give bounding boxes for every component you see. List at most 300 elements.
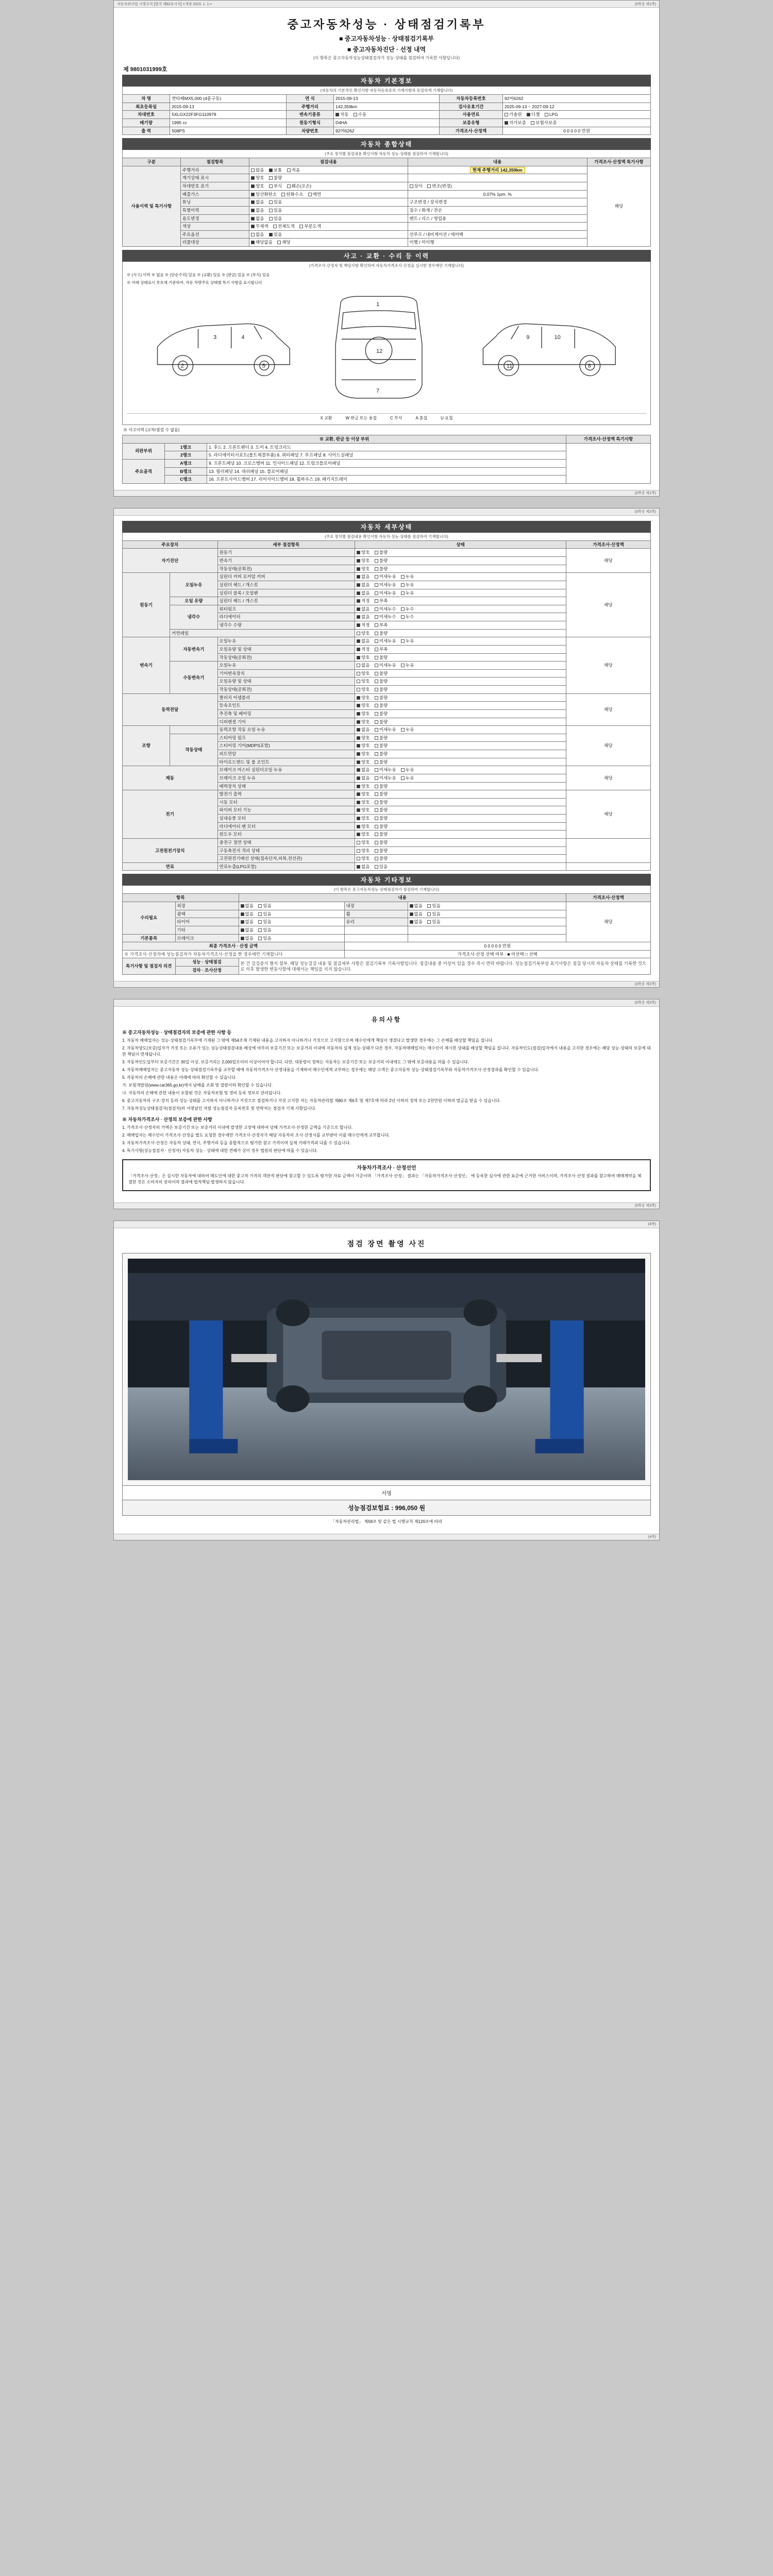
value-price: 0 0 0 0 0 만원 [503, 127, 651, 135]
value-transmission [334, 111, 440, 119]
item-selfdiag-1: 변속기 [217, 557, 355, 565]
chk-good[interactable]: 양호 [357, 832, 369, 837]
item-engine-6: 냉각수 수량 [217, 621, 355, 630]
chk-bad[interactable]: 불량 [375, 631, 388, 636]
chk-good[interactable]: 양호 [357, 824, 369, 829]
table-row [123, 950, 651, 958]
chk-bad[interactable]: 불량 [375, 848, 388, 853]
section-overall-note: (주요 장치별 점검내용 확인사항 자동차 성능·상태를 점검하여 기재합니다) [122, 150, 651, 158]
chk-bad[interactable]: 불량 [269, 175, 282, 180]
value-vin: 5XLGX22F3FG110978 [170, 111, 287, 119]
accident-diagram-wrap [122, 269, 651, 425]
chk-none[interactable]: 없음 [357, 614, 369, 619]
table-row [123, 166, 651, 174]
table-row [123, 127, 651, 135]
chk-special-yes[interactable]: 있음 [269, 208, 282, 213]
state-steer-3 [355, 750, 566, 758]
etc-note: 해당 [566, 902, 651, 942]
diagram-legend [127, 413, 646, 422]
section-accident-note: (가격조사·산정자 및 책임사항 확인하여 자동차가격조사·산정을 실시한 경우에만 기재합니다) [122, 262, 651, 269]
chk-good[interactable]: 양호 [357, 735, 369, 740]
chk-vin-good[interactable]: 양호 [251, 183, 264, 189]
frame-rank-4: C랭크 [165, 476, 207, 484]
item-steer-1: 스티어링 펌프 [217, 734, 355, 742]
chk-co[interactable]: 일산화탄소 [251, 192, 277, 197]
chk-bad[interactable]: 불량 [375, 735, 388, 740]
checkbox-trans-auto[interactable]: 자동 [335, 112, 348, 117]
chk-none[interactable]: 없음 [357, 864, 369, 869]
chk-bad[interactable]: 불량 [375, 743, 388, 748]
chk-low[interactable]: 부족 [375, 647, 388, 652]
chk-bad[interactable]: 불량 [375, 784, 388, 789]
chk-yes[interactable]: 있음 [427, 919, 440, 924]
chk-leak[interactable]: 누수 [401, 606, 414, 612]
chk-vin-corrosion[interactable]: 부식 [269, 183, 282, 189]
chk-minor[interactable]: 미세누유 [375, 582, 396, 587]
checkbox-fuel-diesel[interactable]: 디젤 [527, 112, 540, 117]
checkbox-trans-manual[interactable]: 수동 [354, 112, 366, 117]
table-row [123, 190, 651, 198]
item-engine-1: 실린더 헤드 / 개스킷 [217, 581, 355, 589]
state-engine-5 [355, 613, 566, 621]
chk-bad[interactable]: 불량 [375, 719, 388, 724]
table-row [123, 958, 651, 967]
state-power-2 [355, 709, 566, 718]
item-elec-0: 발전기 출력 [217, 790, 355, 799]
chk-good[interactable]: 양호 [357, 807, 369, 812]
notice-head-2: ※ 자동차가격조사 · 산정의 보증에 관한 사항 [122, 1116, 212, 1122]
label-vin: 차대번호 [123, 111, 170, 119]
chk-yes[interactable]: 있음 [375, 864, 388, 869]
item-brake-1: 브레이크 오일 누유 [217, 774, 355, 782]
page-4 [113, 1221, 660, 1540]
svg-text:9: 9 [526, 334, 530, 341]
chk-minor[interactable]: 미세누수 [375, 614, 396, 619]
item-brake-0: 브레이크 마스터 실린더오일 누유 [217, 766, 355, 774]
legend-4: U 요철 [441, 416, 453, 420]
chk-none[interactable]: 없음 [357, 638, 369, 643]
note-fuel [566, 862, 651, 871]
chk-bad[interactable]: 불량 [375, 550, 388, 555]
frame-rank-2: A랭크 [165, 459, 207, 467]
overall-item-6: 용도변경 [180, 214, 249, 223]
etc-option-line[interactable]: 가격조사·산정 선택 여부 : ■ 미선택 □ 선택 [344, 950, 651, 958]
group-fuel: 연료 [123, 862, 218, 871]
checkbox-warranty-self[interactable]: 자가보증 [505, 120, 526, 125]
chk-good[interactable]: 양호 [357, 751, 369, 756]
notice-title: 유의사항 [371, 1015, 402, 1023]
state-elec-5 [355, 831, 566, 839]
page-3-bottom-strip [114, 1202, 659, 1209]
note-selfdiag: 해당 [566, 549, 651, 573]
chk-leak[interactable]: 누유 [401, 590, 414, 596]
chk-bad[interactable]: 불량 [375, 695, 388, 700]
chk-leak[interactable]: 누유 [401, 663, 414, 668]
subgroup-steer-op: 작동상태 [170, 734, 217, 766]
chk-bad[interactable]: 불량 [375, 824, 388, 829]
declaration-box [122, 1159, 651, 1191]
item-brake-2: 배력장치 상태 [217, 782, 355, 790]
chk-smoke[interactable]: 매연 [308, 192, 321, 197]
chk-good[interactable]: 양호 [357, 558, 369, 563]
chk-few[interactable]: 적음 [287, 167, 300, 173]
page-1-bottom-strip [114, 490, 659, 496]
chk-minor[interactable]: 미세누유 [375, 574, 396, 579]
state-hv-1 [355, 846, 566, 855]
chk-leak[interactable]: 누유 [401, 775, 414, 781]
checkbox-fuel-lpg[interactable]: LPG [545, 112, 558, 117]
col-main-device: 주요장치 [123, 540, 218, 549]
notice-item-0: 1. 자동차 매매업자는 성능·상태점검기록부에 기재된 그 밖에 제54조제 기재된 내용을 고지하지 아니하거나 거짓으로 고지함으로써 매수인에게 책임이 생겼다고 발생한 경우에는 그 손해를 배상할 책임을 집니다. [122, 1038, 494, 1043]
etc-total-note: ※ 가격조사·산정자에 성능점검자가 자동차가격조사·산정을 한 경우에만 기재합니다 [123, 950, 345, 958]
overall-item-7: 색상 [180, 223, 249, 231]
chk-good[interactable]: 양호 [357, 743, 369, 748]
chk-yes[interactable]: 있음 [258, 919, 271, 924]
svg-text:7: 7 [376, 387, 380, 394]
page-2-body [114, 516, 659, 981]
svg-text:3: 3 [213, 334, 217, 341]
table-header-row [123, 158, 651, 166]
svg-text:8: 8 [588, 363, 592, 369]
etc-col-item: 항목 [123, 894, 239, 902]
chk-good[interactable]: 양호 [357, 631, 369, 636]
chk-leak[interactable]: 누유 [401, 727, 414, 732]
state-power-0 [355, 693, 566, 702]
svg-text:4: 4 [241, 334, 245, 341]
value-power: 508PS [170, 127, 287, 135]
item-hv-2: 고전원전기배선 상태(접속단자,피복,전선관) [217, 855, 355, 863]
etc-total-label: 최종 가격조사 · 산정 금액 [123, 942, 345, 951]
chk-recall-na[interactable]: 해당없음 [251, 240, 273, 245]
etc-state2-1 [408, 910, 566, 918]
chk-low[interactable]: 부족 [375, 598, 388, 603]
chk-none[interactable]: 없음 [357, 663, 369, 668]
item-trans-2: 작동상태(공회전) [217, 653, 355, 662]
chk-bad[interactable]: 불량 [375, 791, 388, 796]
chk-none[interactable]: 없음 [410, 903, 423, 908]
chk-bad[interactable]: 불량 [375, 558, 388, 563]
chk-bad[interactable]: 불량 [375, 566, 388, 571]
chk-bad[interactable]: 불량 [375, 759, 388, 765]
chk-none[interactable]: 없음 [357, 606, 369, 612]
chk-yes[interactable]: 있음 [258, 911, 271, 917]
overall-detail-9: 이행 / 미이행 [408, 239, 587, 247]
state-selfdiag-2 [355, 565, 566, 573]
chk-good[interactable]: 양호 [357, 550, 369, 555]
chk-none[interactable]: 없음 [241, 936, 254, 941]
state-power-1 [355, 702, 566, 710]
chk-bad[interactable]: 불량 [375, 711, 388, 716]
chk-good[interactable]: 양호 [357, 655, 369, 660]
chk-tuning-yes[interactable]: 있음 [269, 199, 282, 205]
chk-minor[interactable]: 미세누유 [375, 663, 396, 668]
chk-bad[interactable]: 불량 [375, 856, 388, 861]
chk-none[interactable]: 없음 [241, 919, 254, 924]
chk-bad[interactable]: 불량 [375, 840, 388, 845]
chk-ok[interactable]: 적정 [357, 622, 369, 628]
overall-state-3 [249, 190, 408, 198]
chk-good[interactable]: 양호 [357, 791, 369, 796]
page-4-body [114, 1228, 659, 1534]
table-row [123, 174, 651, 182]
page-2-bottom-strip [114, 981, 659, 987]
chk-none[interactable]: 없음 [357, 590, 369, 596]
frame-rank-0: 1랭크 [165, 443, 207, 451]
state-trans-4 [355, 669, 566, 677]
chk-low[interactable]: 부족 [375, 622, 388, 628]
chk-bad[interactable]: 불량 [375, 655, 388, 660]
chk-none[interactable]: 없음 [357, 727, 369, 732]
page-2-top-strip [114, 509, 659, 516]
notice-body [114, 1007, 659, 1202]
label-price: 가격조사·산정액 [440, 127, 503, 135]
chk-bad[interactable]: 불량 [375, 751, 388, 756]
item-steer-4: 타이로드엔드 및 볼 조인트 [217, 758, 355, 766]
chk-color-none[interactable]: 무채색 [251, 224, 268, 229]
etc-item-4: 브레이크 [175, 934, 239, 942]
chk-yes[interactable]: 있음 [258, 903, 271, 908]
label-reg-no: 자동차등록번호 [440, 95, 503, 103]
chk-color-full[interactable]: 전체도색 [273, 224, 295, 229]
car-diagram-svg [137, 287, 636, 411]
chk-none[interactable]: 없음 [357, 767, 369, 772]
etc-table [122, 893, 651, 974]
chk-leak[interactable]: 누수 [401, 614, 414, 619]
chk-normal[interactable]: 보통 [269, 167, 282, 173]
chk-good[interactable]: 양호 [357, 566, 369, 571]
svg-text:12: 12 [376, 348, 383, 354]
page-3 [113, 999, 660, 1209]
frame-lab-0: 외판부위 [123, 443, 165, 459]
chk-yes[interactable]: 있음 [258, 936, 271, 941]
chk-bad[interactable]: 불량 [375, 800, 388, 805]
chk-bad[interactable]: 불량 [375, 687, 388, 692]
overall-state-table [122, 158, 651, 247]
overall-detail-2 [408, 182, 587, 191]
legend-0: X 교환 [320, 416, 332, 420]
table-row [123, 103, 651, 111]
declaration-text: 「가격조사·산정」은 실시한 자동차에 대하여 매도인에 대한 중고차 가격의 객관적 판단에 참고할 수 있도록 평가한 자료 금액이 기준이며 「가격조사·산정」 결과는 「자동차가격조사·산정인」 에 등록한 실사에 관한 표준에 근거한 서비스이며, 가격조사·산정 결과를 참고하여 매매계약을 체결한 것은 소비자의 권리이며 결과에 법적책임 발생하지 않습니다. [128, 1173, 642, 1184]
chk-vin-diff[interactable]: 상이 [410, 183, 423, 189]
col-item: 점검항목 [180, 158, 249, 166]
table-row [123, 206, 651, 214]
declaration-title: 자동차가격조사 · 산정선언 [357, 1165, 416, 1171]
item-elec-3: 실내송풍 모터 [217, 815, 355, 823]
table-row [123, 942, 651, 951]
overall-cat-history: 사용이력 및 특기사항 [123, 166, 181, 246]
chk-leak[interactable]: 누유 [401, 574, 414, 579]
table-row [123, 239, 651, 247]
chk-none[interactable]: 없음 [241, 911, 254, 917]
subgroup-steer-oil [170, 726, 217, 734]
chk-good[interactable]: 양호 [357, 784, 369, 789]
chk-none[interactable]: 없음 [241, 927, 254, 933]
chk-good[interactable]: 양호 [357, 759, 369, 765]
page-2-footer-num: (3쪽중 제2쪽) [634, 982, 656, 987]
overall-state-6 [249, 214, 408, 223]
page-number-3: (3쪽중 제3쪽) [634, 1001, 656, 1005]
chk-none[interactable]: 없음 [410, 919, 423, 924]
overall-item-0: 주행거리 [180, 166, 249, 174]
chk-color-part[interactable]: 부분도색 [299, 224, 321, 229]
overall-detail-6: 렌트 / 리스 / 영업용 [408, 214, 587, 223]
page-1-top-strip [114, 1, 659, 8]
chk-none[interactable]: 없음 [241, 903, 254, 908]
table-row [123, 637, 651, 646]
chk-good[interactable]: 양호 [357, 711, 369, 716]
value-displacement: 1995 cc [170, 118, 287, 127]
table-row [123, 95, 651, 103]
svg-text:11: 11 [507, 363, 513, 369]
chk-vin-altered[interactable]: 변조(변경) [427, 183, 452, 189]
frame-lab-2: 주요골격 [123, 459, 165, 483]
state-elec-2 [355, 806, 566, 815]
page-2 [113, 508, 660, 988]
overall-item-2: 차대번호 표기 [180, 182, 249, 191]
table-row [123, 838, 651, 846]
chk-opt-yes[interactable]: 있음 [269, 232, 282, 237]
col-sub-state: 상태 [355, 540, 566, 549]
checkbox-warranty-insurance[interactable]: 보험사보증 [531, 120, 557, 125]
value-reg-no: 92머6262 [503, 95, 651, 103]
table-row [123, 766, 651, 774]
chk-leak[interactable]: 누유 [401, 638, 414, 643]
overall-detail-3: 0.07% 1pm. % [408, 190, 587, 198]
chk-none[interactable]: 없음 [357, 574, 369, 579]
item-trans-0: 오일누유 [217, 637, 355, 646]
chk-many[interactable]: 많음 [251, 167, 264, 173]
svg-text:1: 1 [376, 301, 380, 308]
chk-good[interactable]: 양호 [357, 687, 369, 692]
chk-minor[interactable]: 미세누유 [375, 767, 396, 772]
etc-sign-label-1: 검차 · 조사산정 [175, 967, 239, 975]
chk-yes[interactable]: 있음 [427, 911, 440, 917]
overall-item-5: 특별이력 [180, 206, 249, 214]
chk-use-yes[interactable]: 있음 [269, 216, 282, 221]
chk-good[interactable]: 양호 [357, 848, 369, 853]
frame-txt-1: 5. 라디에이터서포트(볼트체결부품) 6. 쿼터패널 7. 루프패널 8. 사이드실패널 [207, 451, 566, 460]
chk-ok[interactable]: 적정 [357, 598, 369, 603]
chk-minor[interactable]: 미세누수 [375, 606, 396, 612]
value-car-name: 싼타페MX5,000 (4륜구동) [170, 95, 287, 103]
notice-item-7: 6. 중고자동차의 구조·장치 등의 성능·상태를 고지하지 아니하거나 거짓으로 점검하거나 거짓 고지한 자는 자동차관리법 제80조 제6호 및 제7호에 따라 2년 이하의 징역 또는 2천만원 이하의 벌금을 받을 수 있습니다. [122, 1098, 501, 1103]
etc-item2-2: 유리 [344, 918, 408, 926]
chk-good[interactable]: 양호 [357, 719, 369, 724]
frame-note-col: 가격조사·산정액 특기사항 [566, 435, 651, 444]
state-power-3 [355, 718, 566, 726]
notice-item-8: 7. 자동차성능상태점검자(점검자)의 서명날인 자필 성능점검자 등록번호 및 연락처는 점검자 기재 사항입니다. [122, 1106, 316, 1111]
table-row [123, 214, 651, 223]
overall-item-1: 계기상태 표시 [180, 174, 249, 182]
label-first-reg: 최초등록일 [123, 103, 170, 111]
chk-bad[interactable]: 불량 [375, 671, 388, 676]
state-elec-1 [355, 798, 566, 806]
chk-bad[interactable]: 불량 [375, 832, 388, 837]
chk-use-none[interactable]: 없음 [251, 216, 264, 221]
chk-leak[interactable]: 누유 [401, 767, 414, 772]
chk-opt-none[interactable]: 없음 [251, 232, 264, 237]
etc-state-3 [239, 926, 344, 934]
state-fuel-0 [355, 862, 566, 871]
label-engine-type: 원동기형식 [286, 118, 333, 127]
value-fuel [503, 111, 651, 119]
chk-bad[interactable]: 불량 [375, 816, 388, 821]
state-selfdiag-1 [355, 557, 566, 565]
label-transmission: 변속기종류 [286, 111, 333, 119]
chk-good[interactable]: 양호 [357, 671, 369, 676]
chk-good[interactable]: 양호 [357, 840, 369, 845]
chk-minor[interactable]: 미세누유 [375, 590, 396, 596]
chk-none[interactable]: 없음 [357, 775, 369, 781]
chk-yes[interactable]: 있음 [427, 903, 440, 908]
item-engine-4: 워터펌프 [217, 605, 355, 613]
section-etc-header: 자동차 기타정보 [122, 874, 651, 886]
etc-cat-basic: 기본품목 [123, 934, 176, 942]
chk-bad[interactable]: 불량 [375, 679, 388, 684]
chk-good[interactable]: 양호 [357, 816, 369, 821]
checkbox-fuel-gasoline[interactable]: 가솔린 [505, 112, 522, 117]
chk-recall-yes[interactable]: 해당 [277, 240, 290, 245]
chk-minor[interactable]: 미세누유 [375, 727, 396, 732]
note-brake: 해당 [566, 766, 651, 790]
chk-hc[interactable]: 탄화수소 [281, 192, 303, 197]
overall-detail-7 [408, 223, 587, 231]
chk-yes[interactable]: 있음 [258, 927, 271, 933]
etc-state-1 [239, 910, 344, 918]
chk-leak[interactable]: 누유 [401, 582, 414, 587]
legend-3: A 흠집 [415, 416, 428, 420]
frame-rank-3: B랭크 [165, 467, 207, 476]
chk-minor[interactable]: 미세누유 [375, 638, 396, 643]
section-detail-header: 자동차 세부상태 [122, 521, 651, 533]
chk-good[interactable]: 양호 [357, 703, 369, 708]
frame-rank-1: 2랭크 [165, 451, 207, 460]
table-row [123, 118, 651, 127]
form-legal-ref: 자동차관리법 시행규칙 [별지 제82호서식] <개정 2023. 1. 1.> [117, 2, 212, 6]
chk-good[interactable]: 양호 [357, 695, 369, 700]
notice-item-4: 5. 자동차의 손해에 관한 내용은 아래에 따라 확인할 수 있습니다. [122, 1075, 237, 1080]
value-year: 2015-09-13 [334, 95, 440, 103]
page-4-bottom-strip [114, 1534, 659, 1540]
chk-ok[interactable]: 적정 [357, 647, 369, 652]
chk-minor[interactable]: 미세누유 [375, 775, 396, 781]
chk-vin-damage[interactable]: 훼손(오손) [287, 183, 312, 189]
chk-bad[interactable]: 불량 [375, 807, 388, 812]
chk-special-none[interactable]: 없음 [251, 208, 264, 213]
chk-good[interactable]: 양호 [357, 800, 369, 805]
overall-state-5 [249, 206, 408, 214]
group-engine: 원동기 [123, 573, 170, 637]
svg-text:2: 2 [181, 363, 184, 369]
item-engine-3: 실린더 헤드 / 개스킷 [217, 597, 355, 605]
chk-none[interactable]: 없음 [357, 582, 369, 587]
chk-tuning-none[interactable]: 없음 [251, 199, 264, 205]
chk-good[interactable]: 양호 [357, 679, 369, 684]
state-brake-1 [355, 774, 566, 782]
overall-state-1 [249, 174, 408, 182]
state-engine-2 [355, 589, 566, 597]
chk-good[interactable]: 양호 [357, 856, 369, 861]
chk-good[interactable]: 양호 [251, 175, 264, 180]
page-number-2: (3쪽중 제2쪽) [634, 510, 656, 514]
title-block [122, 13, 651, 62]
chk-none[interactable]: 없음 [410, 911, 423, 917]
chk-bad[interactable]: 불량 [375, 703, 388, 708]
page-subtitle-1: ■ 중고자동차성능 · 상태점검기록부 [339, 35, 434, 42]
section-basic-header: 자동차 기본정보 [122, 75, 651, 87]
overall-item-3: 배출가스 [180, 190, 249, 198]
page-title: 중고자동차성능 · 상태점검기록부 [287, 18, 486, 31]
